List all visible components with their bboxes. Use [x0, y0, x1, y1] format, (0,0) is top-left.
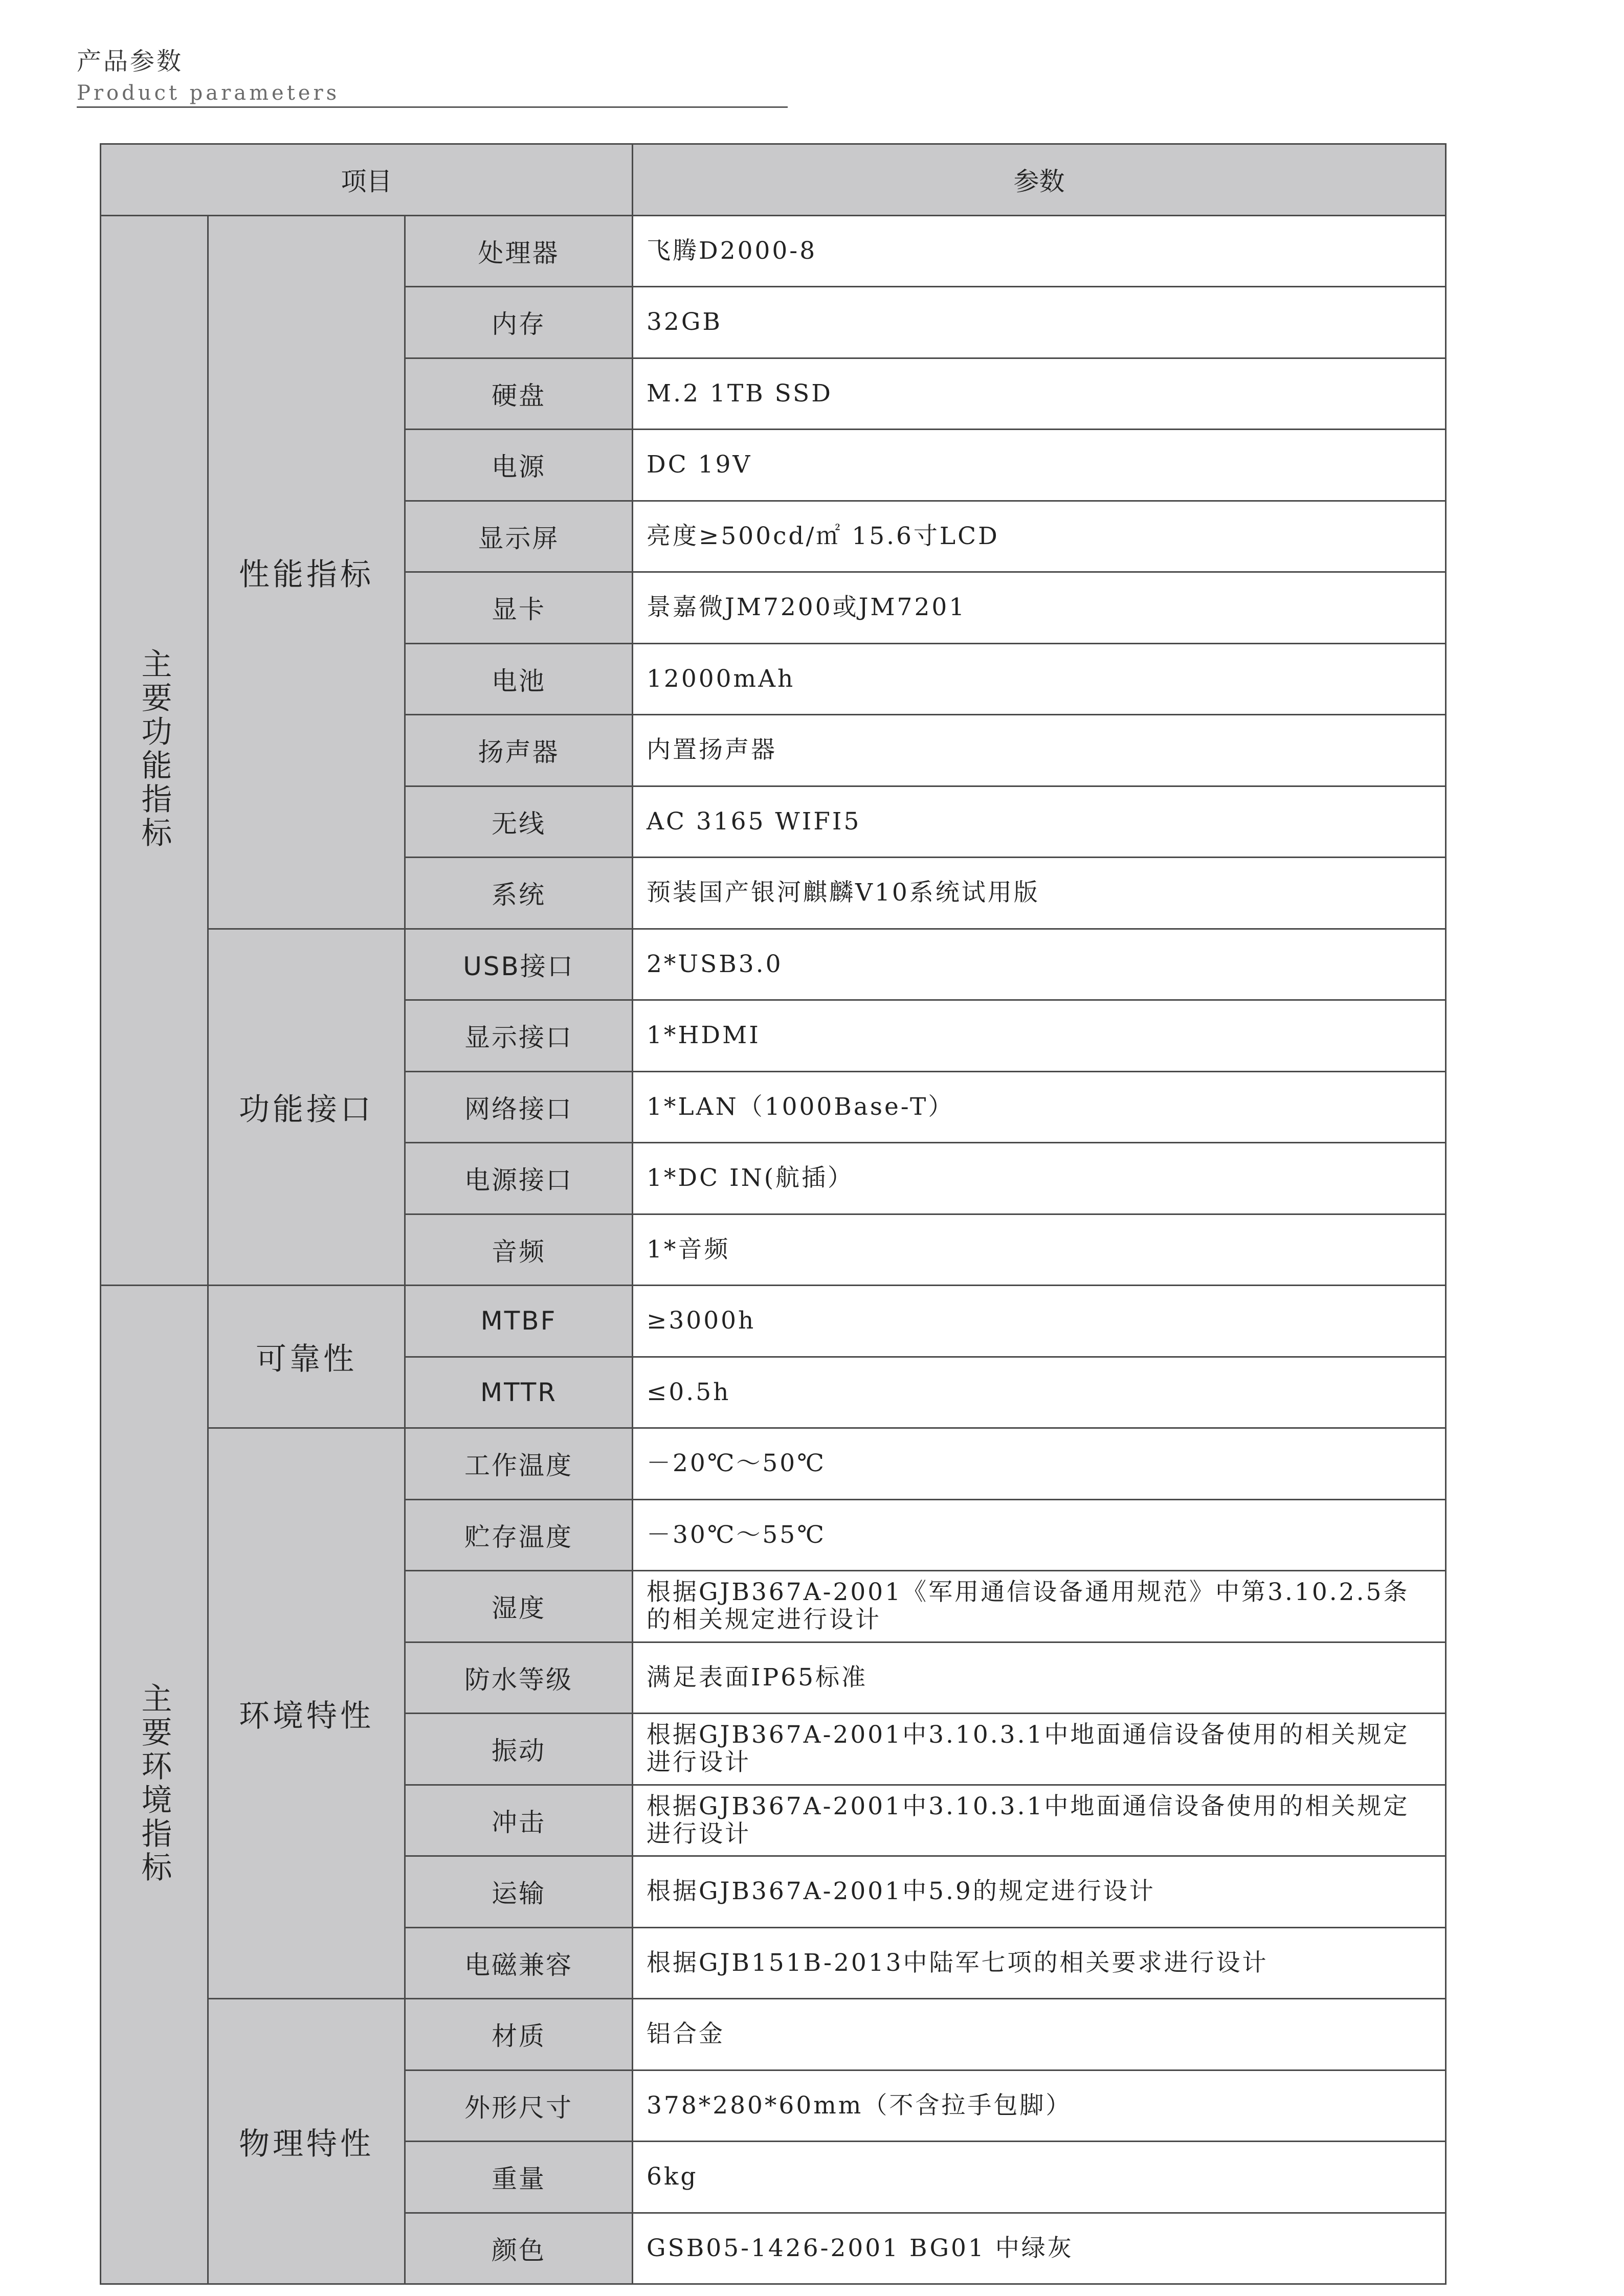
item-label: 内存	[405, 287, 633, 358]
param-value: 32GB	[633, 287, 1446, 358]
item-label: 电磁兼容	[405, 1927, 633, 1999]
param-value: －30℃～55℃	[633, 1499, 1446, 1571]
group-label: 环境特性	[208, 1428, 405, 1999]
item-label: USB接口	[405, 929, 633, 1000]
item-label: 网络接口	[405, 1071, 633, 1143]
item-label: 颜色	[405, 2213, 633, 2284]
group-label: 性能指标	[208, 215, 405, 929]
param-value: AC 3165 WIFI5	[633, 786, 1446, 858]
item-label: 电源接口	[405, 1143, 633, 1214]
table-row	[101, 215, 1446, 287]
column-header-param: 参数	[633, 144, 1446, 216]
item-label: 扬声器	[405, 715, 633, 786]
group-label: 可靠性	[208, 1286, 405, 1428]
param-value: 根据GJB367A-2001中3.10.3.1中地面通信设备使用的相关规定进行设计	[633, 1785, 1446, 1856]
item-label: 外形尺寸	[405, 2070, 633, 2142]
param-value: 12000mAh	[633, 643, 1446, 715]
item-label: 贮存温度	[405, 1499, 633, 1571]
param-value: 铝合金	[633, 1999, 1446, 2070]
item-label: 电池	[405, 643, 633, 715]
param-value: 预装国产银河麒麟V10系统试用版	[633, 858, 1446, 929]
item-label: 显示屏	[405, 501, 633, 572]
item-label: MTTR	[405, 1357, 633, 1428]
param-value: 378*280*60mm（不含拉手包脚）	[633, 2070, 1446, 2142]
param-value: 根据GJB367A-2001中3.10.3.1中地面通信设备使用的相关规定进行设计	[633, 1714, 1446, 1785]
param-value: 1*LAN（1000Base-T）	[633, 1071, 1446, 1143]
item-label: 冲击	[405, 1785, 633, 1856]
param-value: 根据GJB367A-2001中5.9的规定进行设计	[633, 1856, 1446, 1928]
category-label: 主要环境指标	[136, 1682, 172, 1885]
item-label: 硬盘	[405, 358, 633, 430]
item-label: 工作温度	[405, 1428, 633, 1500]
parameters-table	[100, 143, 1447, 2285]
category-label: 主要功能指标	[136, 648, 172, 851]
item-label: 材质	[405, 1999, 633, 2070]
param-value: 亮度≥500cd/㎡ 15.6寸LCD	[633, 501, 1446, 572]
table-row	[101, 1286, 1446, 1357]
category-cell	[101, 1286, 208, 2284]
param-value: ≥3000h	[633, 1286, 1446, 1357]
item-label: 显卡	[405, 572, 633, 644]
header-divider	[77, 106, 788, 108]
page-header	[77, 46, 788, 108]
item-label: 电源	[405, 430, 633, 501]
param-value: 内置扬声器	[633, 715, 1446, 786]
param-value: 2*USB3.0	[633, 929, 1446, 1000]
item-label: 处理器	[405, 215, 633, 287]
param-value: 1*HDMI	[633, 1000, 1446, 1072]
param-value: 根据GJB367A-2001《军用通信设备通用规范》中第3.10.2.5条的相关规定进行设计	[633, 1571, 1446, 1642]
item-label: 显示接口	[405, 1000, 633, 1072]
param-value: GSB05-1426-2001 BG01 中绿灰	[633, 2213, 1446, 2284]
table-header-row	[101, 144, 1446, 216]
param-value: －20℃～50℃	[633, 1428, 1446, 1500]
param-value: 飞腾D2000-8	[633, 215, 1446, 287]
item-label: 湿度	[405, 1571, 633, 1642]
param-value: 景嘉微JM7200或JM7201	[633, 572, 1446, 644]
item-label: 振动	[405, 1714, 633, 1785]
item-label: 运输	[405, 1856, 633, 1928]
param-value: 6kg	[633, 2142, 1446, 2213]
param-value: 1*音频	[633, 1214, 1446, 1286]
param-value: 根据GJB151B-2013中陆军七项的相关要求进行设计	[633, 1927, 1446, 1999]
item-label: 音频	[405, 1214, 633, 1286]
param-value: 1*DC IN(航插）	[633, 1143, 1446, 1214]
item-label: 重量	[405, 2142, 633, 2213]
page-subtitle: Product parameters	[77, 81, 340, 105]
param-value: 满足表面IP65标准	[633, 1642, 1446, 1714]
page-title: 产品参数	[77, 47, 184, 76]
group-label: 功能接口	[208, 929, 405, 1286]
item-label: 无线	[405, 786, 633, 858]
param-value: DC 19V	[633, 430, 1446, 501]
group-label: 物理特性	[208, 1999, 405, 2284]
table-row	[101, 929, 1446, 1000]
param-value: M.2 1TB SSD	[633, 358, 1446, 430]
item-label: 防水等级	[405, 1642, 633, 1714]
column-header-item: 项目	[101, 144, 633, 216]
table-row	[101, 1999, 1446, 2070]
item-label: 系统	[405, 858, 633, 929]
item-label: MTBF	[405, 1286, 633, 1357]
table-row	[101, 1428, 1446, 1500]
param-value: ≤0.5h	[633, 1357, 1446, 1428]
category-cell	[101, 215, 208, 1286]
